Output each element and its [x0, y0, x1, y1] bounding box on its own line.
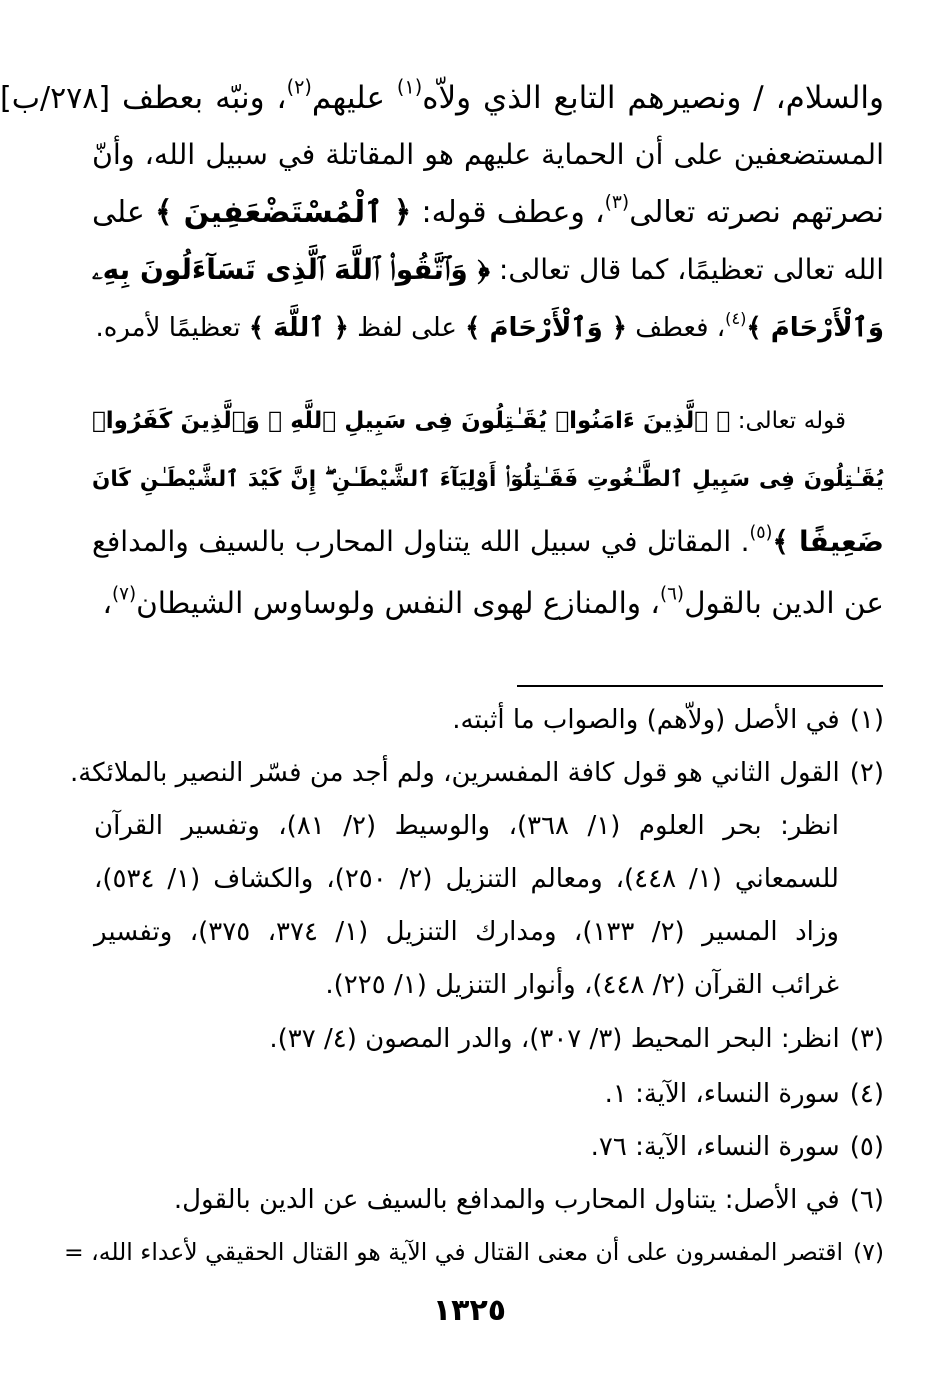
quran-quote: ﴿ وَٱلْأَرْحَامَ ﴾ [465, 313, 628, 343]
footnote-text: اقتصر المفسرون على أن معنى القتال في الآية هو القتال الحقيقي لأعداء الله، = [64, 1238, 844, 1266]
footnote-text: انظر: بحر العلوم (١/ ٣٦٨)، والوسيط (٢/ ٨١)، وتفسير القرآن [94, 811, 839, 841]
footnote-text: غرائب القرآن (٢/ ٤٤٨)، وأنوار التنزيل (١/ ٢٢٥). [325, 970, 839, 1000]
footnote-number: (٧) [853, 1238, 884, 1266]
quran-quote: ﴿ ٱللَّهَ ﴾ [248, 313, 349, 343]
body-line-6 [92, 393, 846, 449]
quran-quote: يُقَـٰتِلُونَ فِى سَبِيلِ ٱلطَّـٰغُوتِ فَقَـٰتِلُوٓا۟ أَوْلِيَآءَ ٱلشَّيْطَـٰنِ ۖ إِنَّ كَيْدَ ٱلشَّيْطَـٰنِ كَانَ [92, 467, 884, 492]
body-text: ، والمنازع لهوى النفس ولوساوس الشيطان [136, 586, 660, 620]
body-text: على لفظ [348, 313, 466, 343]
body-text: قوله تعالى: [730, 408, 846, 434]
footnote-ref-5: (٥) [749, 522, 773, 543]
footnote-text: وزاد المسير (٢/ ١٣٣)، ومدارك التنزيل (١/ ٣٧٤، ٣٧٥)، وتفسير [94, 917, 839, 947]
footnote-ref-1: (١) [396, 75, 423, 99]
body-text: الله تعالى تعظيمًا، كما قال تعالى: [489, 253, 884, 286]
quran-quote: ﴿ ٱلْمُسْتَضْعَفِينَ ﴾ [154, 195, 412, 230]
quran-quote: ضَعِيفًا ﴾ [772, 525, 884, 558]
footnote-ref-7: (٧) [111, 583, 137, 605]
quran-quote: ﴿ وَٱتَّقُوا۟ ٱللَّهَ ٱلَّذِى تَسَآءَلُونَ بِهِۦ [92, 253, 490, 286]
body-line-5 [92, 300, 884, 356]
footnote-ref-4: (٤) [725, 308, 747, 328]
footnote-text: القول الثاني هو قول كافة المفسرين، ولم أجد من فسّر النصير بالملائكة. [69, 758, 840, 788]
body-text: المستضعفين على أن الحماية عليهم هو المقاتلة في سبيل الله، وأنّ [92, 138, 884, 171]
manuscript-folio-ref: [٢٧٨/ب] [0, 81, 111, 116]
footnote-7 [60, 1229, 884, 1275]
footnote-number: (٥) [849, 1132, 884, 1162]
footnote-2-continuation [94, 909, 839, 955]
page-number: ١٣٢٥ [432, 1293, 507, 1328]
footnote-3 [60, 1016, 884, 1062]
footnote-separator [517, 685, 883, 687]
body-text: على [92, 195, 155, 230]
body-text: تعظيمًا لأمره. [95, 313, 249, 343]
footnote-2-continuation [94, 962, 839, 1008]
footnote-2-continuation [94, 856, 839, 902]
body-line-2 [92, 127, 884, 183]
footnote-number: (٢) [849, 758, 884, 788]
body-line-8 [92, 514, 884, 570]
footnote-1 [60, 697, 884, 743]
body-text: عليهم [311, 80, 397, 116]
footnote-text: سورة النساء، الآية: ٧٦. [590, 1132, 840, 1162]
body-text: ، ونبّه بعطف [122, 80, 287, 116]
body-text: ، وعطف قوله: [411, 195, 605, 230]
footnote-ref-6: (٦) [659, 583, 685, 605]
body-text: ، [102, 586, 112, 620]
footnote-number: (٣) [849, 1024, 884, 1054]
footnote-number: (١) [849, 705, 884, 735]
body-text: عن الدين بالقول [684, 586, 884, 620]
body-line-3 [92, 185, 884, 241]
quran-quote: ﴿ ٱلَّذِينَ ءَامَنُوا۟ يُقَـٰتِلُونَ فِى سَبِيلِ ٱللَّهِ ۖ وَٱلَّذِينَ كَفَرُوا۟ [92, 408, 731, 434]
footnote-6 [60, 1177, 884, 1223]
footnote-text: للسمعاني (١/ ٤٤٨)، ومعالم التنزيل (٢/ ٢٥٠)، والكشاف (١/ ٥٣٤)، [94, 864, 839, 894]
footnote-ref-2: (٢) [286, 75, 312, 99]
footnote-2-continuation [94, 803, 839, 849]
body-text: . المقاتل في سبيل الله يتناول المحارب بالسيف والمدافع [92, 525, 750, 558]
quran-quote: وَٱلْأَرْحَامَ ﴾ [746, 313, 884, 343]
body-text: نصرتهم نصرته تعالى [629, 195, 884, 230]
footnote-text: في الأصل: يتناول المحارب والمدافع بالسيف عن الدين بالقول. [173, 1185, 840, 1215]
footnote-4 [60, 1071, 884, 1117]
body-line-9 [92, 575, 884, 631]
footnote-text: انظر: البحر المحيط (٣/ ٣٠٧)، والدر المصون (٤/ ٣٧). [269, 1024, 840, 1054]
footnote-5 [60, 1124, 884, 1170]
body-line-7 [92, 452, 884, 508]
footnote-text: في الأصل (ولاّهم) والصواب ما أثبته. [452, 705, 840, 735]
footnote-number: (٦) [849, 1185, 884, 1215]
body-line-4 [92, 242, 884, 298]
footnote-ref-3: (٣) [604, 192, 630, 214]
footnote-number: (٤) [849, 1079, 884, 1109]
body-text: ، فعطف [627, 313, 726, 343]
footnote-2 [60, 750, 884, 796]
footnote-text: سورة النساء، الآية: ١. [604, 1079, 840, 1109]
body-text: والسلام، / ونصيرهم التابع الذي ولاّه [422, 80, 885, 116]
body-line-1 [0, 70, 884, 127]
